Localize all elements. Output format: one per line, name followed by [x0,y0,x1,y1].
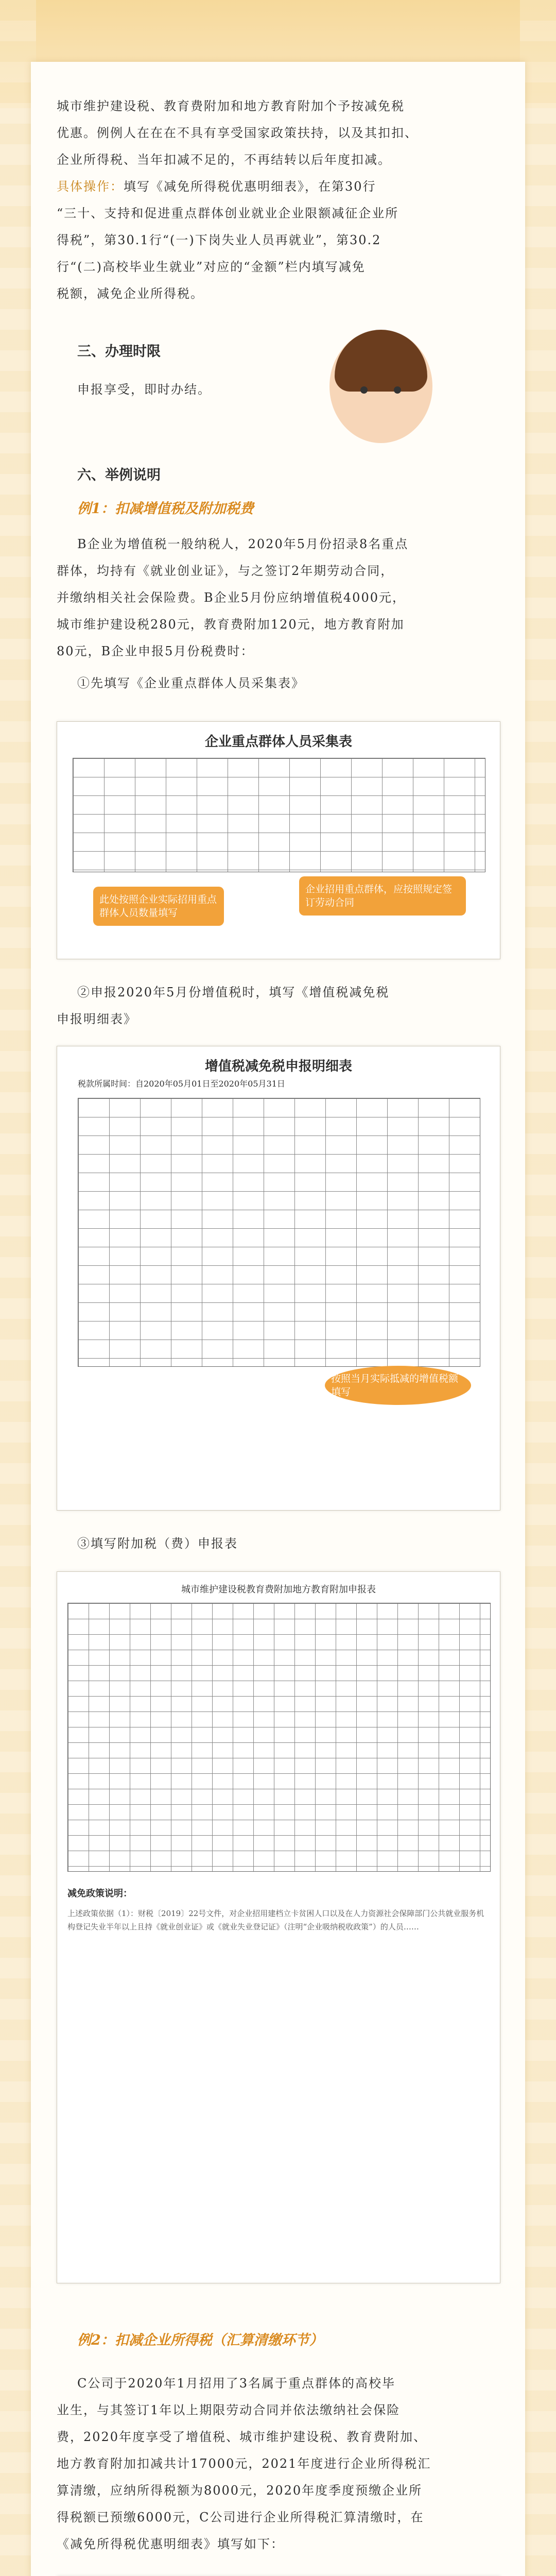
right-decoration [520,0,556,2576]
example-paragraph: 《减免所得税优惠明细表》填写如下： [57,2537,284,2551]
form-table [78,1098,480,1367]
example-paragraph: B企业为增值税一般纳税人，2020年5月份招录8名重点 [77,537,409,551]
intro-line: 优惠。例例人在在在不具有享受国家政策扶持，以及其扣扣、 [57,126,418,140]
example-paragraph: 城市维护建设税280元，教育费附加120元，地方教育附加 [57,617,405,632]
step-label: ①先填写《企业重点群体人员采集表》 [77,676,305,690]
intro-line: 得税”，第30.1行“(一)下岗失业人员再就业”，第30.2 [57,233,381,247]
intro-line-rest: 填写《减免所得税优惠明细表》，在第30行 [124,179,376,194]
form-table [67,1603,491,1872]
form-image-surcharge [57,1571,500,2283]
form-title: 增值税减免税申报明细表 [204,1059,352,1074]
example-paragraph: 费，2020年度享受了增值税、城市维护建设税、教育费附加、 [57,2430,427,2444]
form-note: 此处按照企业实际招用重点群体人员数量填写 [93,887,224,926]
example-paragraph: 地方教育附加扣减共计17000元，2021年度进行企业所得税汇 [57,2456,431,2471]
example-paragraph: 80元，B企业申报5月份税费时： [57,644,254,658]
intro-line: 城市维护建设税、教育费附加和地方教育附加个予按减免税 [57,99,405,113]
form-note: 按照当月实际抵减的增值税额填写 [325,1366,471,1405]
form-title: 城市维护建设税教育费附加地方教育附加申报表 [181,1584,376,1595]
explain-text: 上述政策依据（1）：财税〔2019〕22号文件，对企业招用建档立卡贫困人口以及在人力资源社会保障部门公共就业服务机构登记失业半年以上且持《就业创业证》或《就业失业登记证》（注明“企业吸纳税收政策”）的人员…… [67,1909,484,1931]
example-paragraph: 得税额已预缴6000元，C公司进行企业所得税汇算清缴时，在 [57,2510,424,2524]
intro-line: 企业所得税、当年扣减不足的，不再结转以后年度扣减。 [57,152,391,167]
intro-line: 行“(二)高校毕业生就业”对应的“金额”栏内填写减免 [57,260,366,274]
example-paragraph: 业生，与其签订1年以上期限劳动合同并依法缴纳社会保险 [57,2403,401,2417]
section-title: 三、办理时限 [77,344,161,360]
example-paragraph: 并缴纳相关社会保险费。B企业5月份应纳增值税4000元， [57,590,406,605]
intro-line [57,173,499,200]
example-paragraph: C公司于2020年1月招用了3名属于重点群体的高校毕 [77,2376,395,2391]
example-paragraph: 算清缴，应纳所得税额为8000元，2020年度季度预缴企业所 [57,2483,423,2498]
eye-icon [360,386,368,394]
form-title: 企业重点群体人员采集表 [204,734,352,750]
step-label: ②申报2020年5月份增值税时，填写《增值税减免税 [77,985,390,999]
form-table [73,758,485,872]
form-note: 企业招用重点群体，应按照规定签订劳动合同 [299,876,466,916]
intro-line: 税额，减免企业所得税。 [57,286,204,301]
highlight-text: 具体操作： [57,179,124,194]
form-image-personnel [57,721,500,959]
example-title: 例2：扣减企业所得税（汇算清缴环节） [77,2332,323,2348]
eye-icon [394,386,401,394]
intro-line: “三十、支持和促进重点群体创业就业企业限额减征企业所 [57,206,399,221]
step-label: ③填写附加税（费）申报表 [77,1536,238,1551]
example-paragraph: 群体，均持有《就业创业证》，与之签订2年期劳动合同， [57,564,394,578]
section-body: 申报享受，即时办结。 [77,382,211,397]
explain-title: 减免政策说明： [67,1888,132,1899]
form-subtitle: 税款所属时间：自2020年05月01日至2020年05月31日 [78,1079,285,1089]
form-image-vat [57,1046,500,1511]
example-title: 例1：扣减增值税及附加税费 [77,501,254,517]
cartoon-character [329,330,432,443]
section-title: 六、举例说明 [77,467,161,483]
step-label: 申报明细表》 [57,1012,137,1026]
